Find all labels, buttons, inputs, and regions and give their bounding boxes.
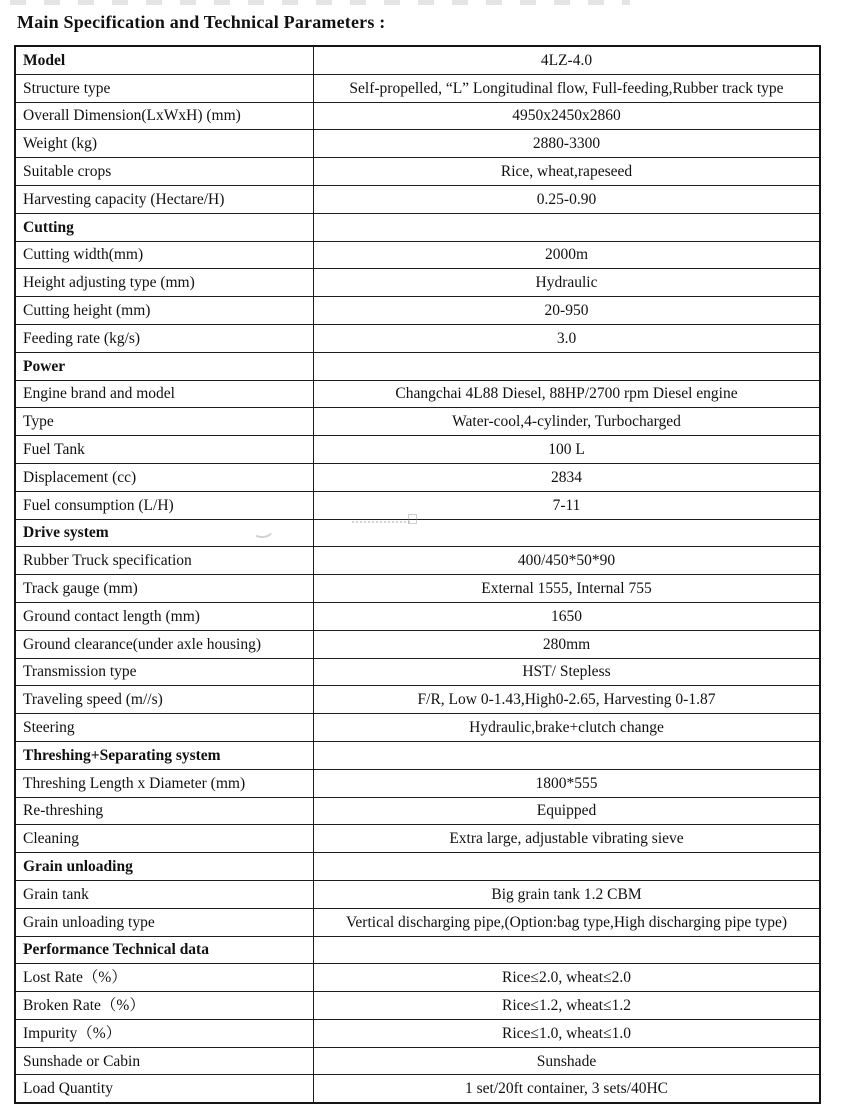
param-label-cell: Steering [15, 714, 314, 742]
param-label-cell: Rubber Truck specification [15, 547, 314, 575]
param-label-cell: Harvesting capacity (Hectare/H) [15, 185, 314, 213]
table-row [15, 74, 820, 102]
section-header-row [15, 213, 820, 241]
param-value-cell: Changchai 4L88 Diesel, 88HP/2700 rpm Diesel engine [314, 380, 821, 408]
param-label-cell: Type [15, 408, 314, 436]
param-value-cell: F/R, Low 0-1.43,High0-2.65, Harvesting 0-1.87 [314, 686, 821, 714]
table-row [15, 436, 820, 464]
top-edge-scan-artifact [10, 0, 630, 5]
param-value-cell: Sunshade [314, 1047, 821, 1075]
param-value-cell: 2880-3300 [314, 130, 821, 158]
table-row [15, 964, 820, 992]
param-label-cell: Broken Rate（%） [15, 992, 314, 1020]
param-value-cell [314, 519, 821, 547]
table-row [15, 408, 820, 436]
param-value-cell: External 1555, Internal 755 [314, 575, 821, 603]
param-label-cell: Fuel Tank [15, 436, 314, 464]
param-label-cell: Ground clearance(under axle housing) [15, 630, 314, 658]
table-row [15, 1019, 820, 1047]
param-value-cell [314, 741, 821, 769]
param-label-cell: Displacement (cc) [15, 463, 314, 491]
table-row [15, 491, 820, 519]
table-row [15, 686, 820, 714]
table-row [15, 602, 820, 630]
param-value-cell: Rice≤2.0, wheat≤2.0 [314, 964, 821, 992]
table-row [15, 575, 820, 603]
page-title: Main Specification and Technical Parameters : [17, 12, 386, 32]
param-value-cell: 4950x2450x2860 [314, 102, 821, 130]
param-value-cell: 100 L [314, 436, 821, 464]
param-label-cell: Track gauge (mm) [15, 575, 314, 603]
table-row [15, 46, 820, 74]
param-label-cell: Cleaning [15, 825, 314, 853]
param-value-cell: 400/450*50*90 [314, 547, 821, 575]
table-row [15, 463, 820, 491]
table-row [15, 825, 820, 853]
param-value-cell: Big grain tank 1.2 CBM [314, 880, 821, 908]
table-row [15, 880, 820, 908]
param-value-cell: HST/ Stepless [314, 658, 821, 686]
param-label-cell: Suitable crops [15, 158, 314, 186]
param-value-cell [314, 853, 821, 881]
param-value-cell: 280mm [314, 630, 821, 658]
param-value-cell: Water-cool,4-cylinder, Turbocharged [314, 408, 821, 436]
table-row [15, 547, 820, 575]
param-label-cell: Lost Rate（%） [15, 964, 314, 992]
param-value-cell: 1800*555 [314, 769, 821, 797]
param-label-cell: Impurity（%） [15, 1019, 314, 1047]
spec-table-body [15, 46, 820, 1103]
spec-table [14, 45, 821, 1104]
param-label-cell: Ground contact length (mm) [15, 602, 314, 630]
param-value-cell: Hydraulic [314, 269, 821, 297]
table-row [15, 769, 820, 797]
param-value-cell [314, 213, 821, 241]
param-label-cell: Feeding rate (kg/s) [15, 324, 314, 352]
table-row [15, 908, 820, 936]
param-label-cell: Overall Dimension(LxWxH) (mm) [15, 102, 314, 130]
param-value-cell: 7-11 [314, 491, 821, 519]
param-label-cell: Model [15, 46, 314, 74]
param-label-cell: Cutting [15, 213, 314, 241]
table-row [15, 1075, 820, 1103]
param-label-cell: Threshing Length x Diameter (mm) [15, 769, 314, 797]
param-value-cell: Rice, wheat,rapeseed [314, 158, 821, 186]
table-row [15, 630, 820, 658]
param-value-cell: Equipped [314, 797, 821, 825]
param-value-cell: Rice≤1.0, wheat≤1.0 [314, 1019, 821, 1047]
param-label-cell: Sunshade or Cabin [15, 1047, 314, 1075]
table-row [15, 269, 820, 297]
param-label-cell: Grain tank [15, 880, 314, 908]
param-value-cell: 0.25-0.90 [314, 185, 821, 213]
section-header-row [15, 352, 820, 380]
param-label-cell: Performance Technical data [15, 936, 314, 964]
section-header-row [15, 519, 820, 547]
param-label-cell: Grain unloading [15, 853, 314, 881]
param-label-cell: Threshing+Separating system [15, 741, 314, 769]
table-row [15, 714, 820, 742]
table-row [15, 1047, 820, 1075]
param-label-cell: Engine brand and model [15, 380, 314, 408]
param-value-cell: 2834 [314, 463, 821, 491]
table-row [15, 797, 820, 825]
param-label-cell: Transmission type [15, 658, 314, 686]
table-row [15, 992, 820, 1020]
param-label-cell: Load Quantity [15, 1075, 314, 1103]
param-label-cell: Structure type [15, 74, 314, 102]
table-row [15, 130, 820, 158]
param-value-cell: 1 set/20ft container, 3 sets/40HC [314, 1075, 821, 1103]
param-value-cell: Self-propelled, “L” Longitudinal flow, Full-feeding,Rubber track type [314, 74, 821, 102]
param-label-cell: Height adjusting type (mm) [15, 269, 314, 297]
section-header-row [15, 853, 820, 881]
param-value-cell: Vertical discharging pipe,(Option:bag type,High discharging pipe type) [314, 908, 821, 936]
param-value-cell: Rice≤1.2, wheat≤1.2 [314, 992, 821, 1020]
param-label-cell: Drive system [15, 519, 314, 547]
param-value-cell [314, 936, 821, 964]
param-value-cell: Hydraulic,brake+clutch change [314, 714, 821, 742]
table-row [15, 297, 820, 325]
param-value-cell: 20-950 [314, 297, 821, 325]
param-value-cell: 3.0 [314, 324, 821, 352]
param-label-cell: Power [15, 352, 314, 380]
param-label-cell: Cutting width(mm) [15, 241, 314, 269]
param-value-cell: 4LZ-4.0 [314, 46, 821, 74]
param-label-cell: Re-threshing [15, 797, 314, 825]
section-header-row [15, 741, 820, 769]
param-value-cell: 1650 [314, 602, 821, 630]
table-row [15, 658, 820, 686]
table-row [15, 158, 820, 186]
param-value-cell: 2000m [314, 241, 821, 269]
table-row [15, 380, 820, 408]
param-label-cell: Weight (kg) [15, 130, 314, 158]
param-label-cell: Traveling speed (m//s) [15, 686, 314, 714]
section-header-row [15, 936, 820, 964]
param-label-cell: Fuel consumption (L/H) [15, 491, 314, 519]
param-label-cell: Cutting height (mm) [15, 297, 314, 325]
param-label-cell: Grain unloading type [15, 908, 314, 936]
table-row [15, 102, 820, 130]
table-row [15, 324, 820, 352]
param-value-cell: Extra large, adjustable vibrating sieve [314, 825, 821, 853]
param-value-cell [314, 352, 821, 380]
table-row [15, 241, 820, 269]
table-row [15, 185, 820, 213]
